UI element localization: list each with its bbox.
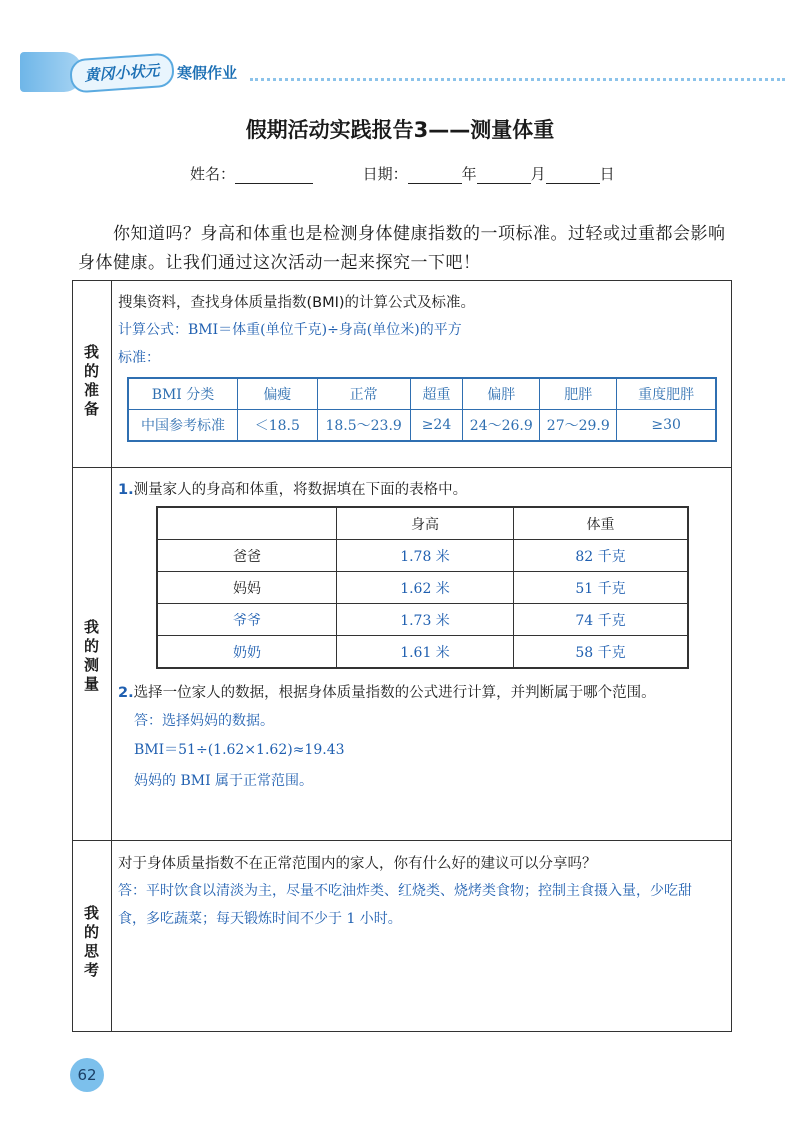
bmi-cell: 24～26.9 <box>463 410 540 442</box>
date-label: 日期： <box>362 165 408 183</box>
family-cell: 体重 <box>514 507 689 540</box>
side-label-think: 我 的 思 考 <box>83 904 99 979</box>
bmi-cell: 偏胖 <box>463 378 540 410</box>
think-answer-line-1: 答：平时饮食以清淡为主，尽量不吃油炸类、红烧类、烧烤类食物；控制主食摄入量，少吃甜 <box>118 883 692 899</box>
family-cell: 1.62 米 <box>337 572 514 604</box>
family-cell: 身高 <box>337 507 514 540</box>
question-number: 2. <box>118 685 134 701</box>
family-cell: 妈妈 <box>157 572 337 604</box>
bmi-cell: 正常 <box>317 378 410 410</box>
bmi-cell: 超重 <box>410 378 463 410</box>
family-cell: 51 千克 <box>514 572 689 604</box>
bmi-cell: 肥胖 <box>540 378 617 410</box>
month-label: 月 <box>530 165 546 183</box>
day-blank <box>546 167 600 184</box>
think-answer-line-2: 食，多吃蔬菜；每天锻炼时间不少于 1 小时。 <box>118 911 402 927</box>
prep-standard-label: 标准： <box>118 350 160 366</box>
prep-question: 搜集资料，查找身体质量指数(BMI)的计算公式及标准。 <box>118 295 476 311</box>
family-cell: 58 千克 <box>514 636 689 669</box>
family-cell <box>157 507 337 540</box>
bmi-table-row <box>128 410 716 442</box>
bmi-cell: 偏瘦 <box>238 378 318 410</box>
name-blank <box>235 167 313 184</box>
family-cell: 1.61 米 <box>337 636 514 669</box>
family-cell: 1.78 米 <box>337 540 514 572</box>
family-table-row <box>157 636 688 669</box>
month-blank <box>477 167 531 184</box>
bmi-table <box>127 377 717 442</box>
measure-question-1 <box>118 478 467 499</box>
measure-question-2 <box>118 681 656 702</box>
family-table <box>156 506 689 669</box>
series-title: 寒假作业 <box>177 64 238 82</box>
question-number: 1. <box>118 482 134 498</box>
answer-line-1: 答：选择妈妈的数据。 <box>134 713 274 729</box>
family-cell: 爷爷 <box>157 604 337 636</box>
page-title: 假期活动实践报告3——测量体重 <box>245 118 555 142</box>
family-table-header <box>157 507 688 540</box>
family-cell: 奶奶 <box>157 636 337 669</box>
bmi-cell: ≥24 <box>410 410 463 442</box>
bmi-table-header <box>128 378 716 410</box>
header-dotted-line <box>250 78 785 81</box>
year-blank <box>408 167 462 184</box>
bmi-cell: 27～29.9 <box>540 410 617 442</box>
answer-line-2: BMI＝51÷(1.62×1.62)≈19.43 <box>134 742 345 758</box>
section-divider-2 <box>72 840 732 841</box>
bmi-cell: 18.5～23.9 <box>317 410 410 442</box>
question-text: 选择一位家人的数据，根据身体质量指数的公式进行计算，并判断属于哪个范围。 <box>133 685 656 701</box>
side-label-prep: 我 的 准 备 <box>83 343 99 418</box>
info-row <box>190 163 615 184</box>
family-cell: 1.73 米 <box>337 604 514 636</box>
prep-formula: 计算公式：BMI＝体重(单位千克)÷身高(单位米)的平方 <box>118 322 462 338</box>
answer-line-3: 妈妈的 BMI 属于正常范围。 <box>134 773 314 789</box>
side-divider <box>111 280 112 1032</box>
day-label: 日 <box>599 165 615 183</box>
side-label-measure: 我 的 测 量 <box>83 618 99 693</box>
family-cell: 爸爸 <box>157 540 337 572</box>
page-number: 62 <box>70 1058 104 1092</box>
family-cell: 74 千克 <box>514 604 689 636</box>
family-table-row <box>157 572 688 604</box>
family-table-row <box>157 540 688 572</box>
bmi-cell: 中国参考标准 <box>128 410 238 442</box>
think-question: 对于身体质量指数不在正常范围内的家人，你有什么好的建议可以分享吗？ <box>118 856 597 872</box>
brand-logo: 黄冈小状元 <box>69 52 175 93</box>
bmi-cell: 重度肥胖 <box>617 378 716 410</box>
family-table-row <box>157 604 688 636</box>
family-cell: 82 千克 <box>514 540 689 572</box>
bmi-cell: ≥30 <box>617 410 716 442</box>
year-label: 年 <box>461 165 477 183</box>
section-divider-1 <box>72 467 732 468</box>
bmi-cell: BMI 分类 <box>128 378 238 410</box>
name-label: 姓名： <box>190 165 236 183</box>
question-text: 测量家人的身高和体重，将数据填在下面的表格中。 <box>133 482 468 498</box>
intro-paragraph: 你知道吗？身高和体重也是检测身体健康指数的一项标准。过轻或过重都会影响身体健康。让我们通过这次活动一起来探究一下吧！ <box>78 224 726 273</box>
bmi-cell: ＜18.5 <box>238 410 318 442</box>
